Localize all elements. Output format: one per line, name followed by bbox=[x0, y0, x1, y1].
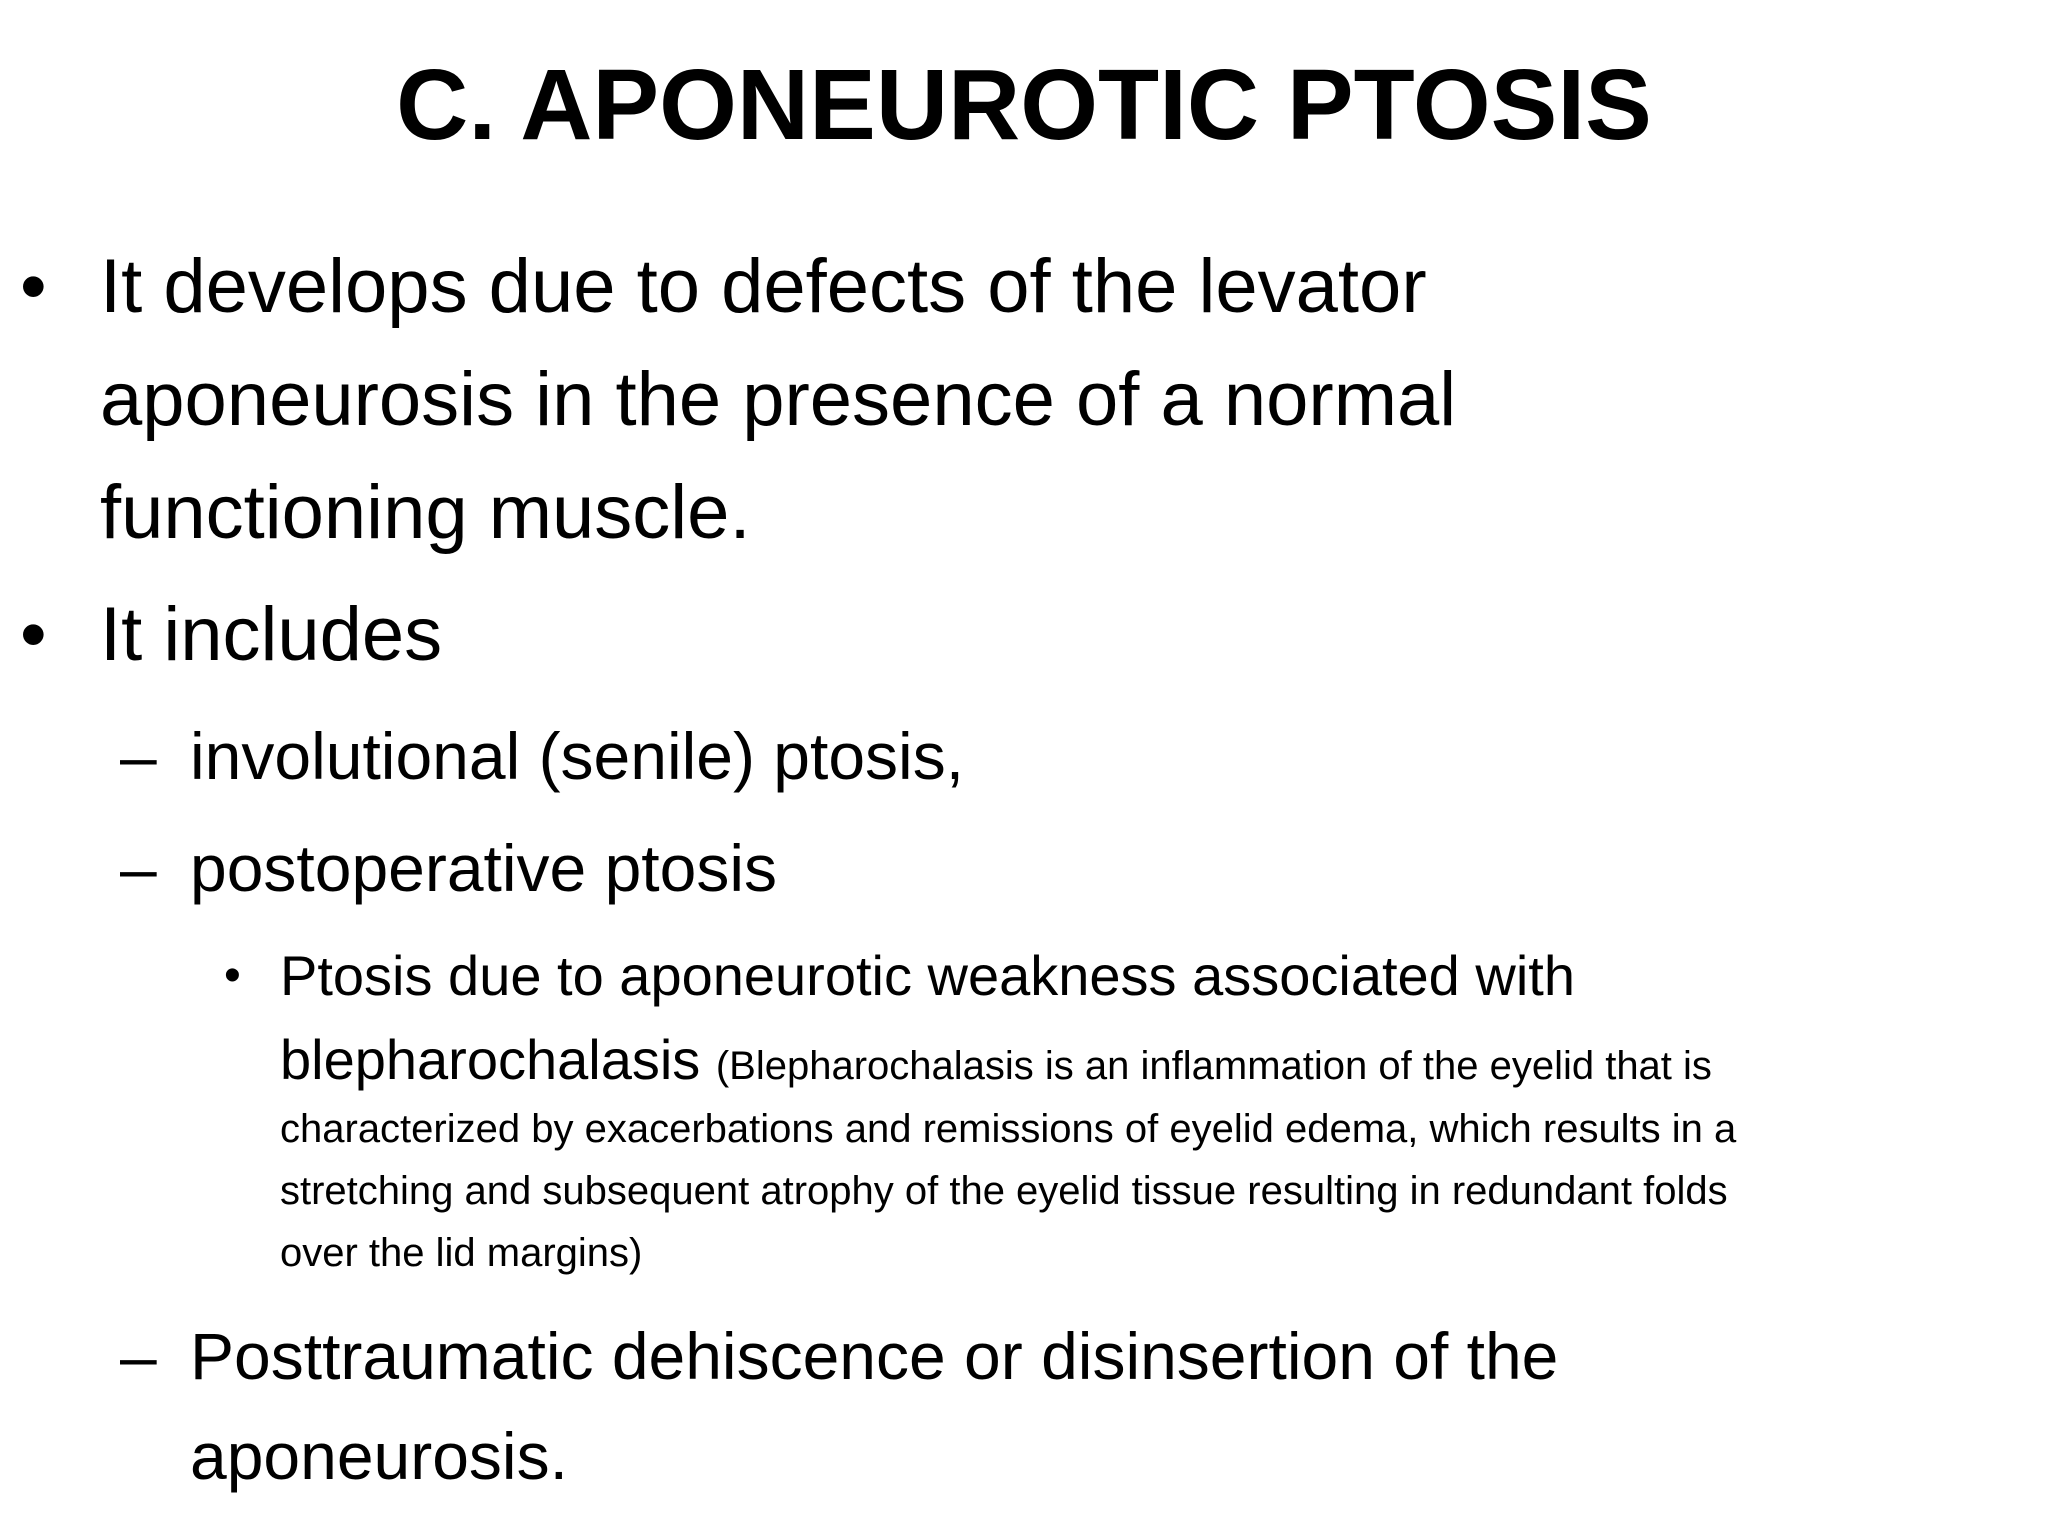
subsub-line-2 bbox=[280, 1018, 2040, 1102]
bullet-line: It develops due to defects of the levator bbox=[100, 244, 1427, 329]
dash-glyph: – bbox=[120, 719, 157, 793]
bullet-point-development bbox=[20, 230, 1800, 569]
blepharochalasis-note: (Blepharochalasis is an inflammation of the eyelid that is bbox=[715, 1044, 1712, 1088]
bullet-glyph: • bbox=[224, 949, 241, 1002]
note-line: characterized by exacerbations and remissions of eyelid edema, which results in a bbox=[280, 1107, 1737, 1151]
subsub-point-blepharochalasis bbox=[224, 934, 2040, 1102]
bullet-glyph: • bbox=[20, 244, 47, 329]
subpoint-text: postoperative ptosis bbox=[190, 831, 778, 905]
blepharochalasis-note-continued bbox=[280, 1098, 2040, 1284]
subsub-line: Ptosis due to aponeurotic weakness associated with bbox=[280, 944, 1575, 1007]
bullet-line: aponeurosis in the presence of a normal bbox=[100, 357, 1457, 442]
blepharochalasis-term: blepharochalasis bbox=[280, 1028, 701, 1091]
bullet-line: functioning muscle. bbox=[100, 470, 751, 555]
subpoint-involutional bbox=[120, 706, 1970, 806]
subpoint-text: involutional (senile) ptosis, bbox=[190, 719, 965, 793]
note-line: stretching and subsequent atrophy of the eyelid tissue resulting in redundant folds bbox=[280, 1169, 1728, 1213]
note-line: over the lid margins) bbox=[280, 1231, 643, 1275]
subpoint-posttraumatic bbox=[120, 1306, 1970, 1506]
dash-glyph: – bbox=[120, 1319, 157, 1393]
slide-title: C. APONEUROTIC PTOSIS bbox=[396, 49, 1652, 161]
bullet-point-includes bbox=[20, 578, 1800, 691]
subpoint-text: Posttraumatic dehiscence or disinsertion of the bbox=[190, 1319, 1559, 1393]
subpoint-text: aponeurosis. bbox=[190, 1419, 568, 1493]
dash-glyph: – bbox=[120, 831, 157, 905]
bullet-glyph: • bbox=[20, 592, 47, 677]
subpoint-postoperative bbox=[120, 818, 1970, 918]
bullet-line: It includes bbox=[100, 592, 443, 677]
